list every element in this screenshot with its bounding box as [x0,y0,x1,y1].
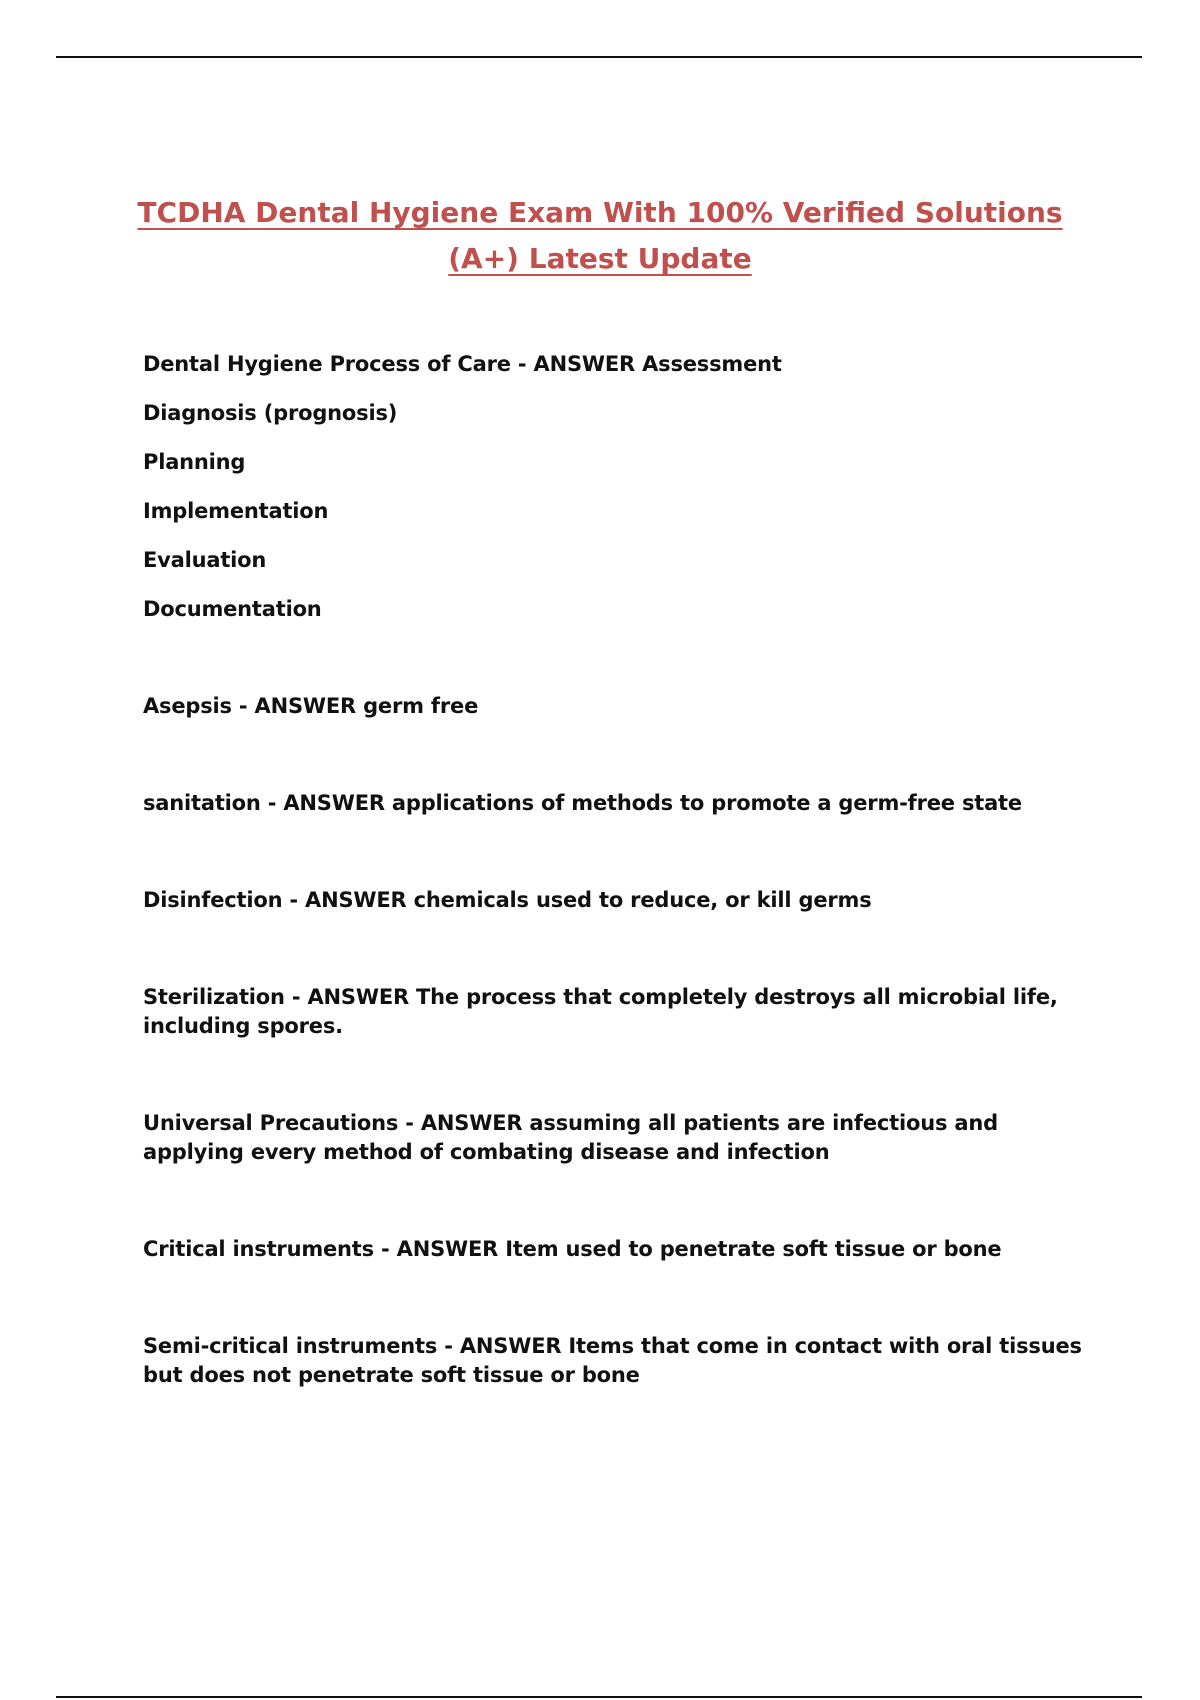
process-of-care-item: Dental Hygiene Process of Care - ANSWER Assessment [143,352,782,376]
document-body [143,350,1093,1390]
qa-entry-semi-critical-instruments: Semi-critical instruments - ANSWER Items that come in contact with oral tissues but does not penetrate soft tissue or bone [143,1334,1082,1387]
title-line-2: (A+) Latest Update [448,242,752,275]
top-rule [56,56,1142,58]
process-of-care-item: Implementation [143,499,329,523]
qa-entry-sterilization: Sterilization - ANSWER The process that completely destroys all microbial life, including spores. [143,985,1058,1038]
process-of-care-item: Planning [143,450,246,474]
qa-entry-disinfection: Disinfection - ANSWER chemicals used to reduce, or kill germs [143,888,872,912]
process-of-care-item: Documentation [143,597,322,621]
qa-entry-sanitation: sanitation - ANSWER applications of methods to promote a germ-free state [143,791,1022,815]
bottom-rule [56,1696,1142,1698]
process-of-care-block [143,350,1093,624]
process-of-care-item: Diagnosis (prognosis) [143,401,398,425]
qa-entry-universal-precautions: Universal Precautions - ANSWER assuming all patients are infectious and applying every method of combating disease and infection [143,1111,998,1164]
process-of-care-item: Evaluation [143,548,267,572]
qa-entry-asepsis: Asepsis - ANSWER germ free [143,694,479,718]
title-line-1: TCDHA Dental Hygiene Exam With 100% Verified Solutions [137,196,1063,229]
qa-entry-critical-instruments: Critical instruments - ANSWER Item used to penetrate soft tissue or bone [143,1237,1002,1261]
page-title [120,190,1080,282]
